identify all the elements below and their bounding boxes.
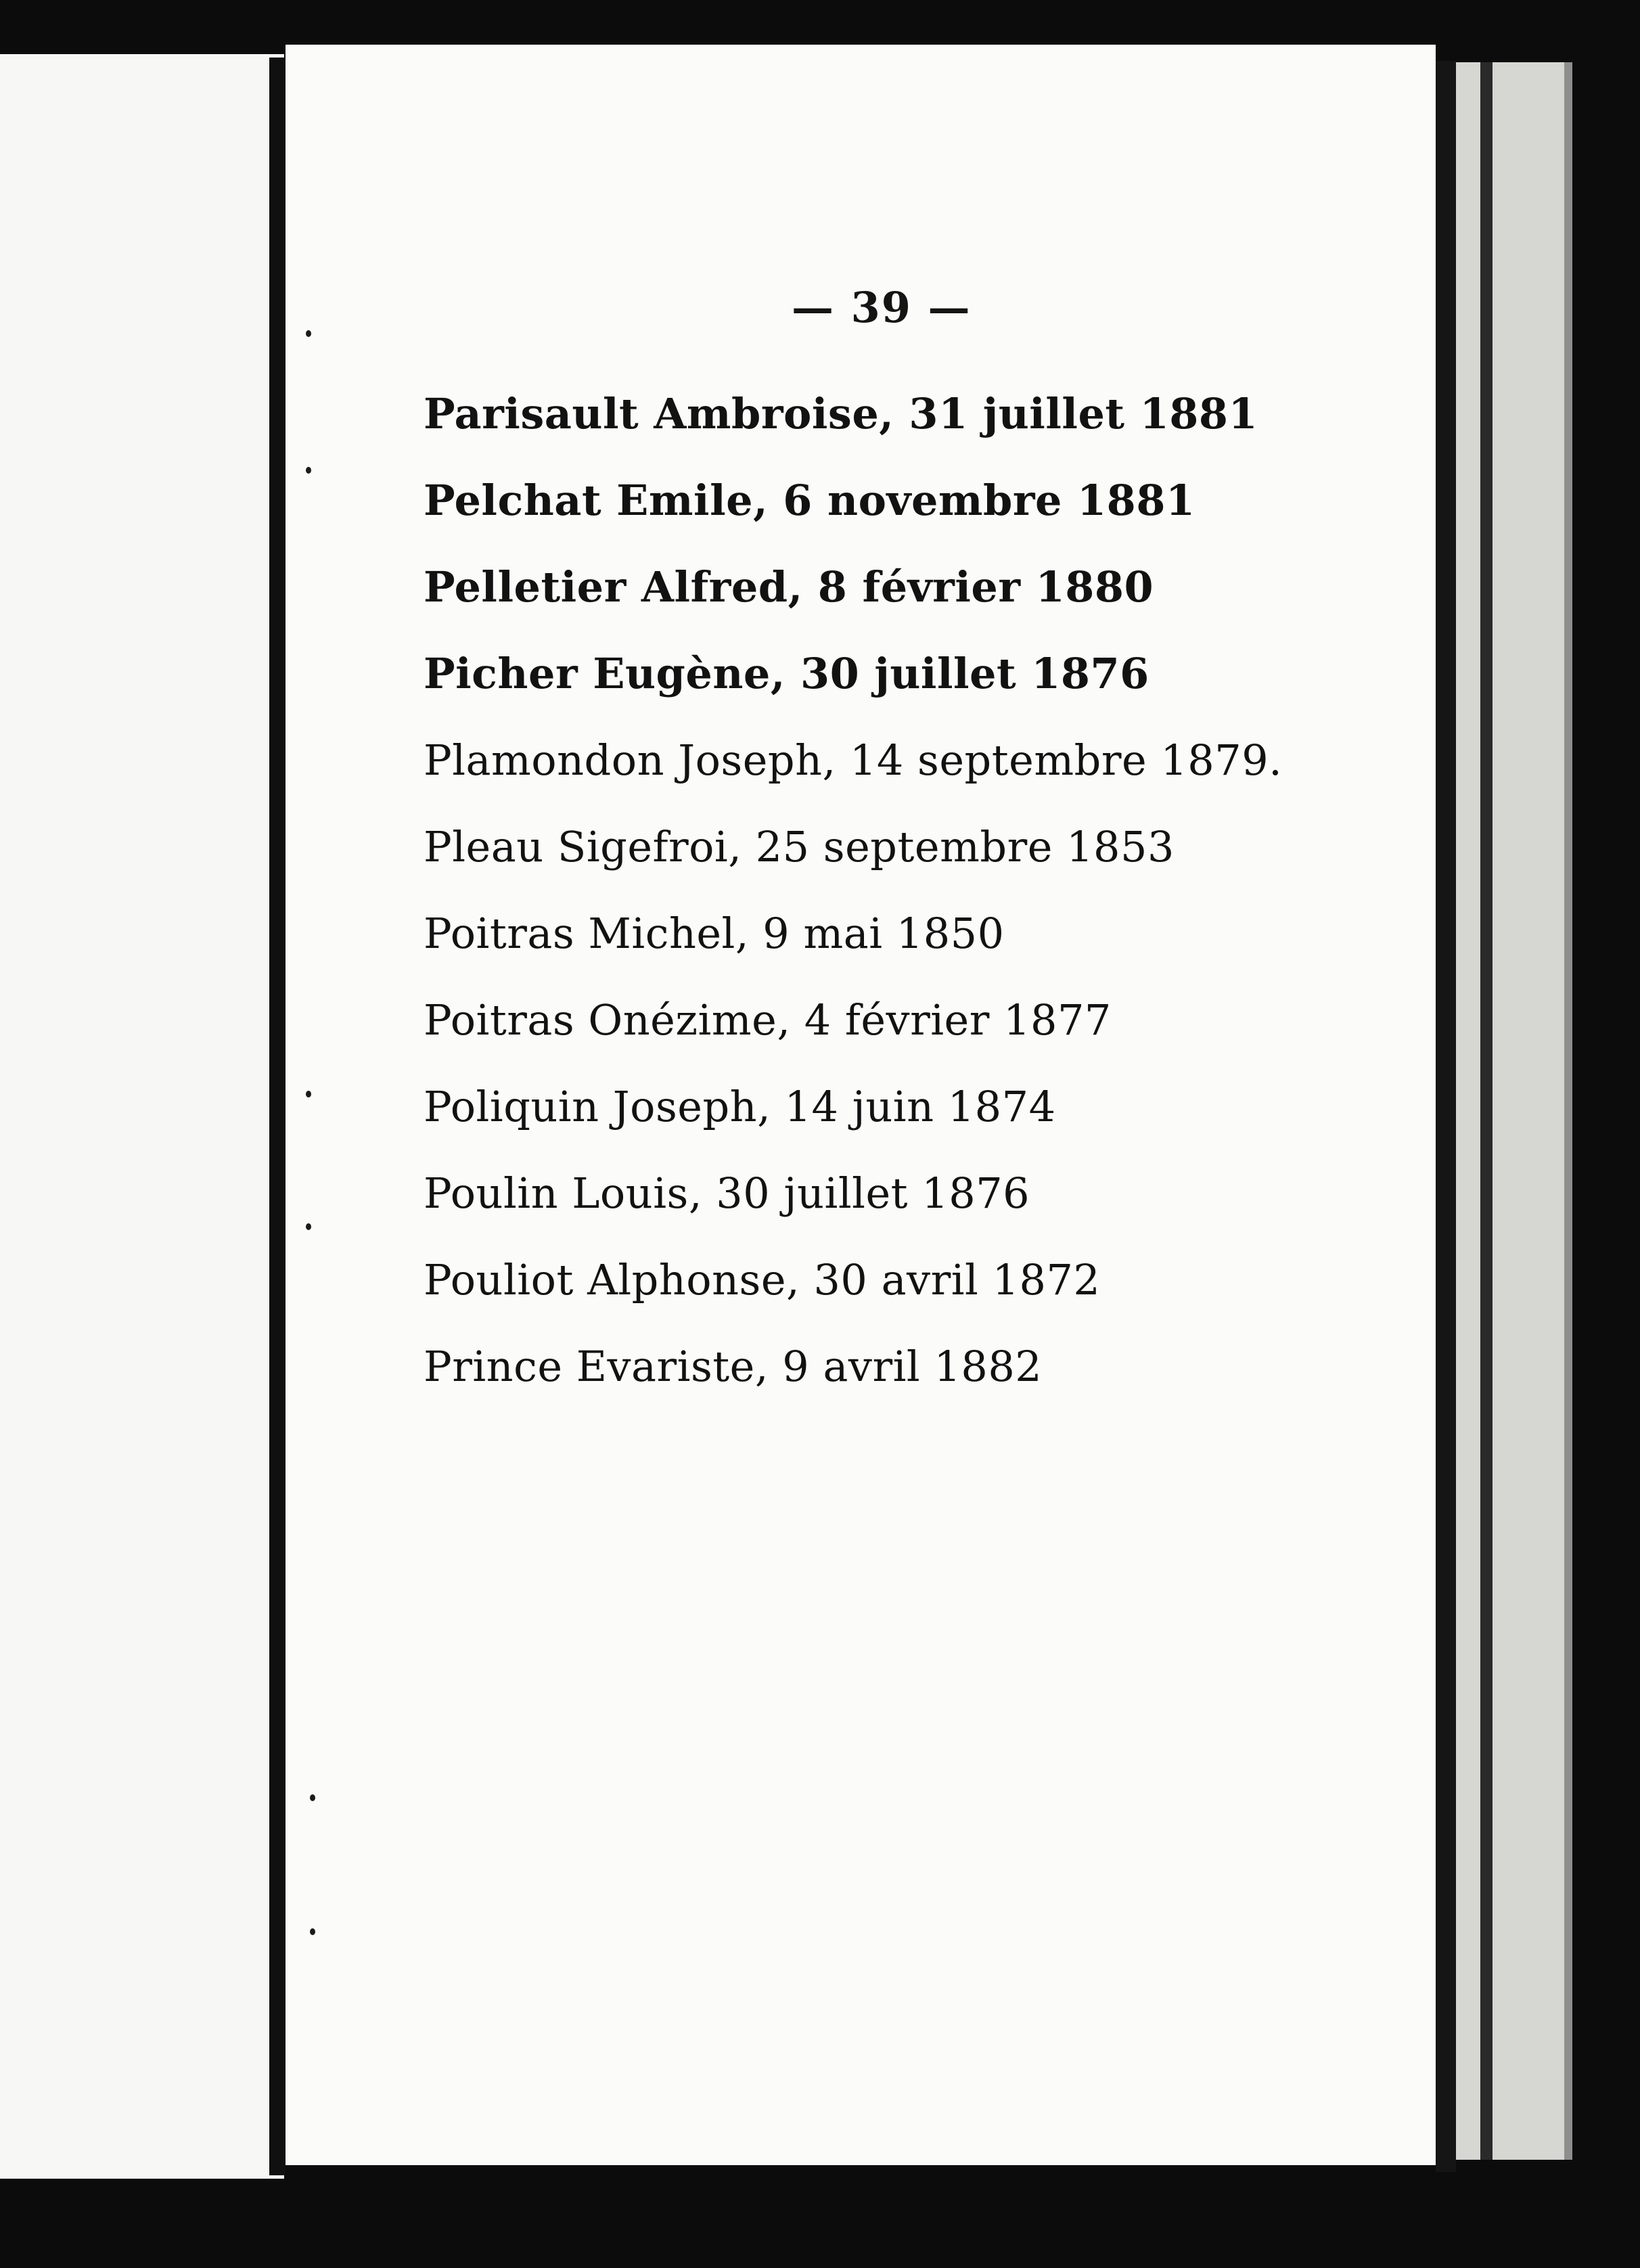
page-number: — 39 — xyxy=(792,283,972,332)
list-item: Pelletier Alfred, 8 février 1880 xyxy=(424,562,1154,612)
list-item: Prince Evariste, 9 avril 1882 xyxy=(424,1342,1043,1391)
gutter-speck xyxy=(310,1928,315,1935)
gutter-speck xyxy=(306,330,311,337)
list-item: Pleau Sigefroi, 25 septembre 1853 xyxy=(424,822,1175,871)
list-item: Poitras Michel, 9 mai 1850 xyxy=(424,909,1005,958)
page-edge-light xyxy=(1456,62,1564,2160)
list-item: Picher Eugène, 30 juillet 1876 xyxy=(424,649,1149,698)
list-item: Poliquin Joseph, 14 juin 1874 xyxy=(424,1082,1056,1131)
gutter-speck xyxy=(306,467,311,474)
list-item: Poulin Louis, 30 juillet 1876 xyxy=(424,1169,1030,1218)
list-item: Pouliot Alphonse, 30 avril 1872 xyxy=(424,1255,1101,1305)
gutter-speck xyxy=(306,1223,311,1230)
name-date-list xyxy=(424,371,1282,1410)
gutter-speck xyxy=(306,1091,311,1097)
page-edge-outer xyxy=(1564,62,1572,2160)
list-item: Plamondon Joseph, 14 septembre 1879. xyxy=(424,735,1283,785)
list-item: Poitras Onézime, 4 février 1877 xyxy=(424,995,1112,1045)
list-item: Pelchat Emile, 6 novembre 1881 xyxy=(424,476,1195,525)
book-gutter xyxy=(269,58,286,2175)
gutter-speck xyxy=(310,1794,315,1801)
list-item: Parisault Ambroise, 31 juillet 1881 xyxy=(424,389,1258,438)
left-page-fragment xyxy=(0,54,284,2179)
page-edge-shadow xyxy=(1480,62,1493,2160)
page-edge-dark xyxy=(1436,61,1456,2172)
